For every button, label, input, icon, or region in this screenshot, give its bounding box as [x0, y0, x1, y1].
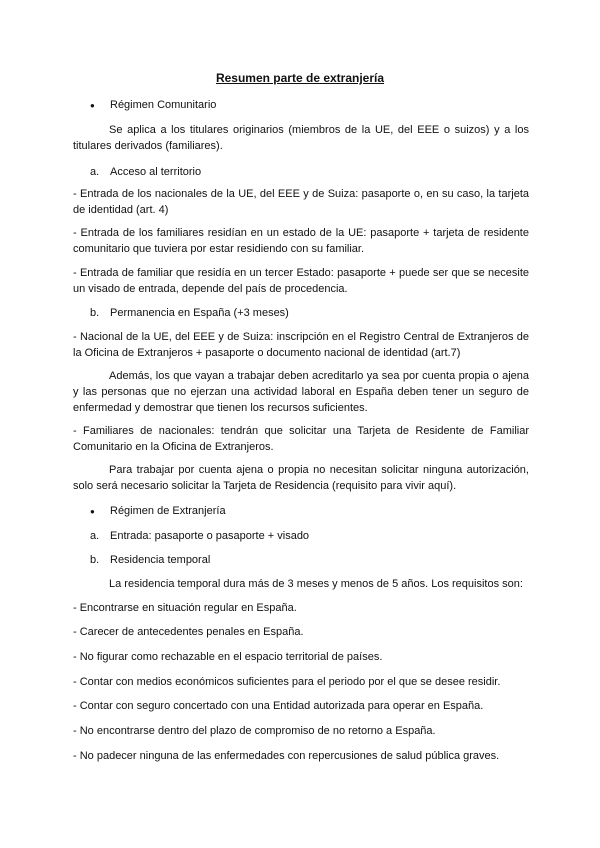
section-heading: Régimen de Extranjería: [110, 505, 226, 517]
paragraph: La residencia temporal dura más de 3 meses y menos de 5 años. Los requisitos son:: [109, 578, 523, 590]
paragraph: - Entrada de los familiares residían en un estado de la UE: pasaporte + tarjeta de residente comunitario que tuviera por estar residiendo con su familiar.: [73, 227, 529, 255]
requirement-item: - No figurar como rechazable en el espacio territorial de países.: [73, 651, 383, 663]
subsection-acceso: [90, 164, 201, 180]
bullet-icon: ●: [90, 507, 95, 516]
paragraph: Para trabajar por cuenta ajena o propia no necesitan solicitar ninguna autorización, solo será necesario solicitar la Tarjeta de Residencia (requisito para vivir aquí).: [73, 464, 529, 492]
subsection-permanencia: [90, 305, 289, 321]
subsection-residencia: [90, 552, 210, 568]
requirement-item: - Contar con seguro concertado con una Entidad autorizada para operar en España.: [73, 700, 484, 712]
requirement-item: - Carecer de antecedentes penales en España.: [73, 626, 304, 638]
subsection-marker: a.: [90, 530, 100, 542]
subsection-marker: b.: [90, 554, 100, 566]
section-regimen-extranjeria: [90, 503, 226, 520]
section-intro: Se aplica a los titulares originarios (miembros de la UE, del EEE o suizos) y a los titulares derivados (familiares).: [73, 124, 529, 152]
section-regimen-comunitario: [90, 97, 216, 114]
bullet-icon: ●: [90, 101, 95, 110]
section-heading: Régimen Comunitario: [110, 99, 217, 111]
paragraph: - Entrada de familiar que residía en un tercer Estado: pasaporte + puede ser que se necesite un visado de entrada, depende del país de procedencia.: [73, 267, 529, 295]
requirement-item: - Encontrarse en situación regular en España.: [73, 602, 297, 614]
requirement-item: - Contar con medios económicos suficientes para el periodo por el que se desee residir.: [73, 676, 501, 688]
subsection-label: Entrada: pasaporte o pasaporte + visado: [110, 530, 310, 542]
paragraph: - Entrada de los nacionales de la UE, del EEE y de Suiza: pasaporte o, en su caso, la tarjeta de identidad (art. 4): [73, 188, 529, 216]
subsection-entrada: [90, 528, 309, 544]
subsection-label: Permanencia en España (+3 meses): [110, 307, 289, 319]
subsection-marker: a.: [90, 166, 100, 178]
requirement-item: - No encontrarse dentro del plazo de compromiso de no retorno a España.: [73, 725, 436, 737]
document-title: Resumen parte de extranjería: [215, 71, 385, 85]
subsection-marker: b.: [90, 307, 100, 319]
subsection-label: Acceso al territorio: [110, 166, 202, 178]
paragraph: Además, los que vayan a trabajar deben acreditarlo ya sea por cuenta propia o ajena y las personas que no ejerzan una actividad laboral en España deben tener un seguro de enfermedad y demostrar que tienen los recursos suficientes.: [73, 370, 529, 414]
paragraph: - Nacional de la UE, del EEE y de Suiza: inscripción en el Registro Central de Extranjeros de la Oficina de Extranjeros + pasaporte o documento nacional de identidad (art.7): [73, 331, 529, 359]
requirement-item: - No padecer ninguna de las enfermedades con repercusiones de salud pública graves.: [73, 750, 500, 762]
subsection-label: Residencia temporal: [110, 554, 211, 566]
paragraph: - Familiares de nacionales: tendrán que solicitar una Tarjeta de Residente de Familiar Comunitario en la Oficina de Extranjeros.: [73, 425, 529, 453]
